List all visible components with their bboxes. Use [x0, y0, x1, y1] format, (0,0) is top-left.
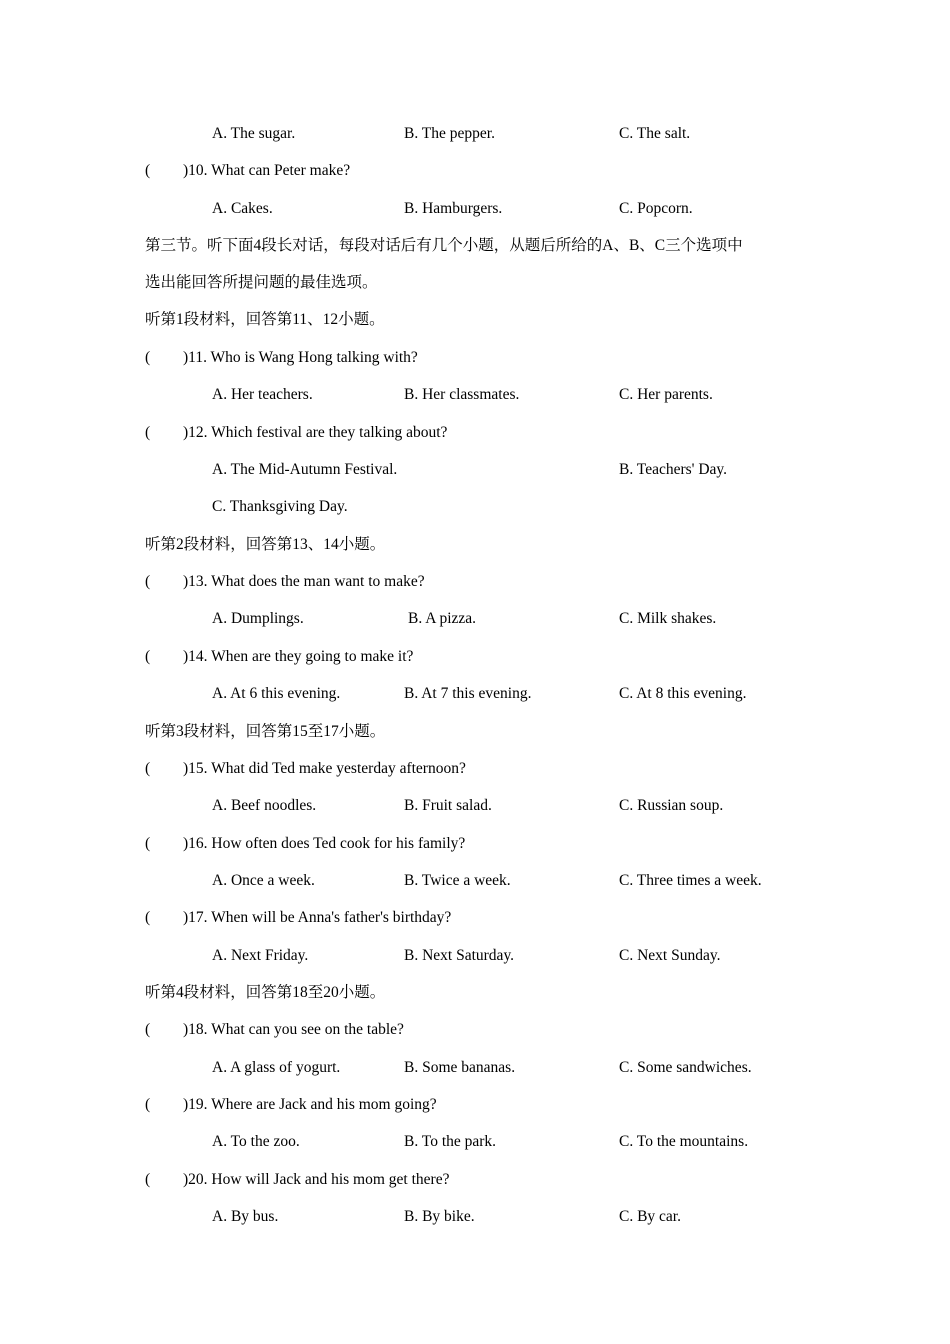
option-c: C. Thanksgiving Day.	[212, 498, 348, 515]
question-text: )10. What can Peter make?	[183, 162, 351, 179]
option-c: C. Her parents.	[619, 386, 713, 403]
section-3-instruction-line-1	[0, 234, 950, 258]
question-text: )11. Who is Wang Hong talking with?	[183, 349, 418, 366]
option-b: B. To the park.	[404, 1133, 497, 1150]
part-heading: 听第4段材料，回答第18至20小题。	[145, 984, 386, 1001]
answer-paren: (	[145, 1171, 151, 1188]
option-a: A. To the zoo.	[212, 1133, 300, 1150]
option-c: C. Milk shakes.	[619, 610, 717, 627]
option-c: C. To the mountains.	[619, 1133, 749, 1150]
options-row-17	[0, 944, 950, 968]
question-text: )20. How will Jack and his mom get there?	[183, 1171, 450, 1188]
options-row-12	[0, 458, 950, 482]
answer-paren: (	[145, 760, 151, 777]
option-a: A. Cakes.	[212, 200, 273, 217]
option-a: A. A glass of yogurt.	[212, 1059, 341, 1076]
question-text: )19. Where are Jack and his mom going?	[183, 1096, 437, 1113]
answer-paren: (	[145, 573, 151, 590]
answer-paren: (	[145, 424, 151, 441]
option-b: B. Hamburgers.	[404, 200, 503, 217]
part-2-heading	[0, 533, 950, 557]
option-c: C. Next Sunday.	[619, 947, 721, 964]
option-b: B. A pizza.	[408, 610, 477, 627]
option-b: B. By bike.	[404, 1208, 475, 1225]
option-c: C. By car.	[619, 1208, 681, 1225]
option-c: C. Some sandwiches.	[619, 1059, 752, 1076]
question-text: )16. How often does Ted cook for his family?	[183, 835, 466, 852]
option-a: A. Beef noodles.	[212, 797, 317, 814]
options-row-14	[0, 682, 950, 706]
options-row-10	[0, 197, 950, 221]
option-a: A. Dumplings.	[212, 610, 304, 627]
question-19	[0, 1093, 950, 1117]
option-c: C. At 8 this evening.	[619, 685, 747, 702]
option-a: A. The sugar.	[212, 125, 296, 142]
question-text: )18. What can you see on the table?	[183, 1021, 404, 1038]
options-row-9	[0, 122, 950, 146]
answer-paren: (	[145, 1096, 151, 1113]
option-c: C. Russian soup.	[619, 797, 724, 814]
question-14	[0, 645, 950, 669]
answer-paren: (	[145, 349, 151, 366]
option-a: A. Her teachers.	[212, 386, 313, 403]
answer-paren: (	[145, 648, 151, 665]
option-b: B. Her classmates.	[404, 386, 520, 403]
answer-paren: (	[145, 1021, 151, 1038]
options-row-15	[0, 794, 950, 818]
option-a: A. The Mid-Autumn Festival.	[212, 461, 398, 478]
option-b: B. Next Saturday.	[404, 947, 515, 964]
option-a: A. Once a week.	[212, 872, 315, 889]
option-b: B. The pepper.	[404, 125, 495, 142]
question-text: )14. When are they going to make it?	[183, 648, 414, 665]
question-16	[0, 832, 950, 856]
option-c: C. Three times a week.	[619, 872, 762, 889]
options-row-20	[0, 1205, 950, 1229]
answer-paren: (	[145, 909, 151, 926]
section-heading: 第三节。听下面4段长对话，每段对话后有几个小题，从题后所给的A、B、C三个选项中	[145, 237, 743, 254]
option-c: C. The salt.	[619, 125, 691, 142]
options-row-16	[0, 869, 950, 893]
question-text: )12. Which festival are they talking about?	[183, 424, 448, 441]
options-row-19	[0, 1130, 950, 1154]
question-12	[0, 421, 950, 445]
option-b: B. Teachers' Day.	[619, 461, 728, 478]
option-b: B. At 7 this evening.	[404, 685, 532, 702]
question-text: )15. What did Ted make yesterday afternoon?	[183, 760, 466, 777]
question-20	[0, 1168, 950, 1192]
part-heading: 听第1段材料，回答第11、12小题。	[145, 311, 385, 328]
options-row-13	[0, 607, 950, 631]
answer-paren: (	[145, 162, 151, 179]
part-3-heading	[0, 720, 950, 744]
section-heading-cont: 选出能回答所提问题的最佳选项。	[145, 274, 378, 291]
option-a: A. By bus.	[212, 1208, 279, 1225]
part-1-heading	[0, 308, 950, 332]
question-11	[0, 346, 950, 370]
part-heading: 听第3段材料，回答第15至17小题。	[145, 723, 386, 740]
part-heading: 听第2段材料，回答第13、14小题。	[145, 536, 386, 553]
question-13	[0, 570, 950, 594]
option-b: B. Some bananas.	[404, 1059, 516, 1076]
options-row-11	[0, 383, 950, 407]
option-b: B. Twice a week.	[404, 872, 511, 889]
question-10	[0, 159, 950, 183]
question-text: )17. When will be Anna's father's birthday?	[183, 909, 452, 926]
section-3-instruction-line-2	[0, 271, 950, 295]
option-c: C. Popcorn.	[619, 200, 693, 217]
question-15	[0, 757, 950, 781]
option-a: A. At 6 this evening.	[212, 685, 341, 702]
answer-paren: (	[145, 835, 151, 852]
options-row-18	[0, 1056, 950, 1080]
question-text: )13. What does the man want to make?	[183, 573, 425, 590]
option-a: A. Next Friday.	[212, 947, 309, 964]
part-4-heading	[0, 981, 950, 1005]
options-row-12b	[0, 495, 950, 519]
question-18	[0, 1018, 950, 1042]
question-17	[0, 906, 950, 930]
option-b: B. Fruit salad.	[404, 797, 492, 814]
